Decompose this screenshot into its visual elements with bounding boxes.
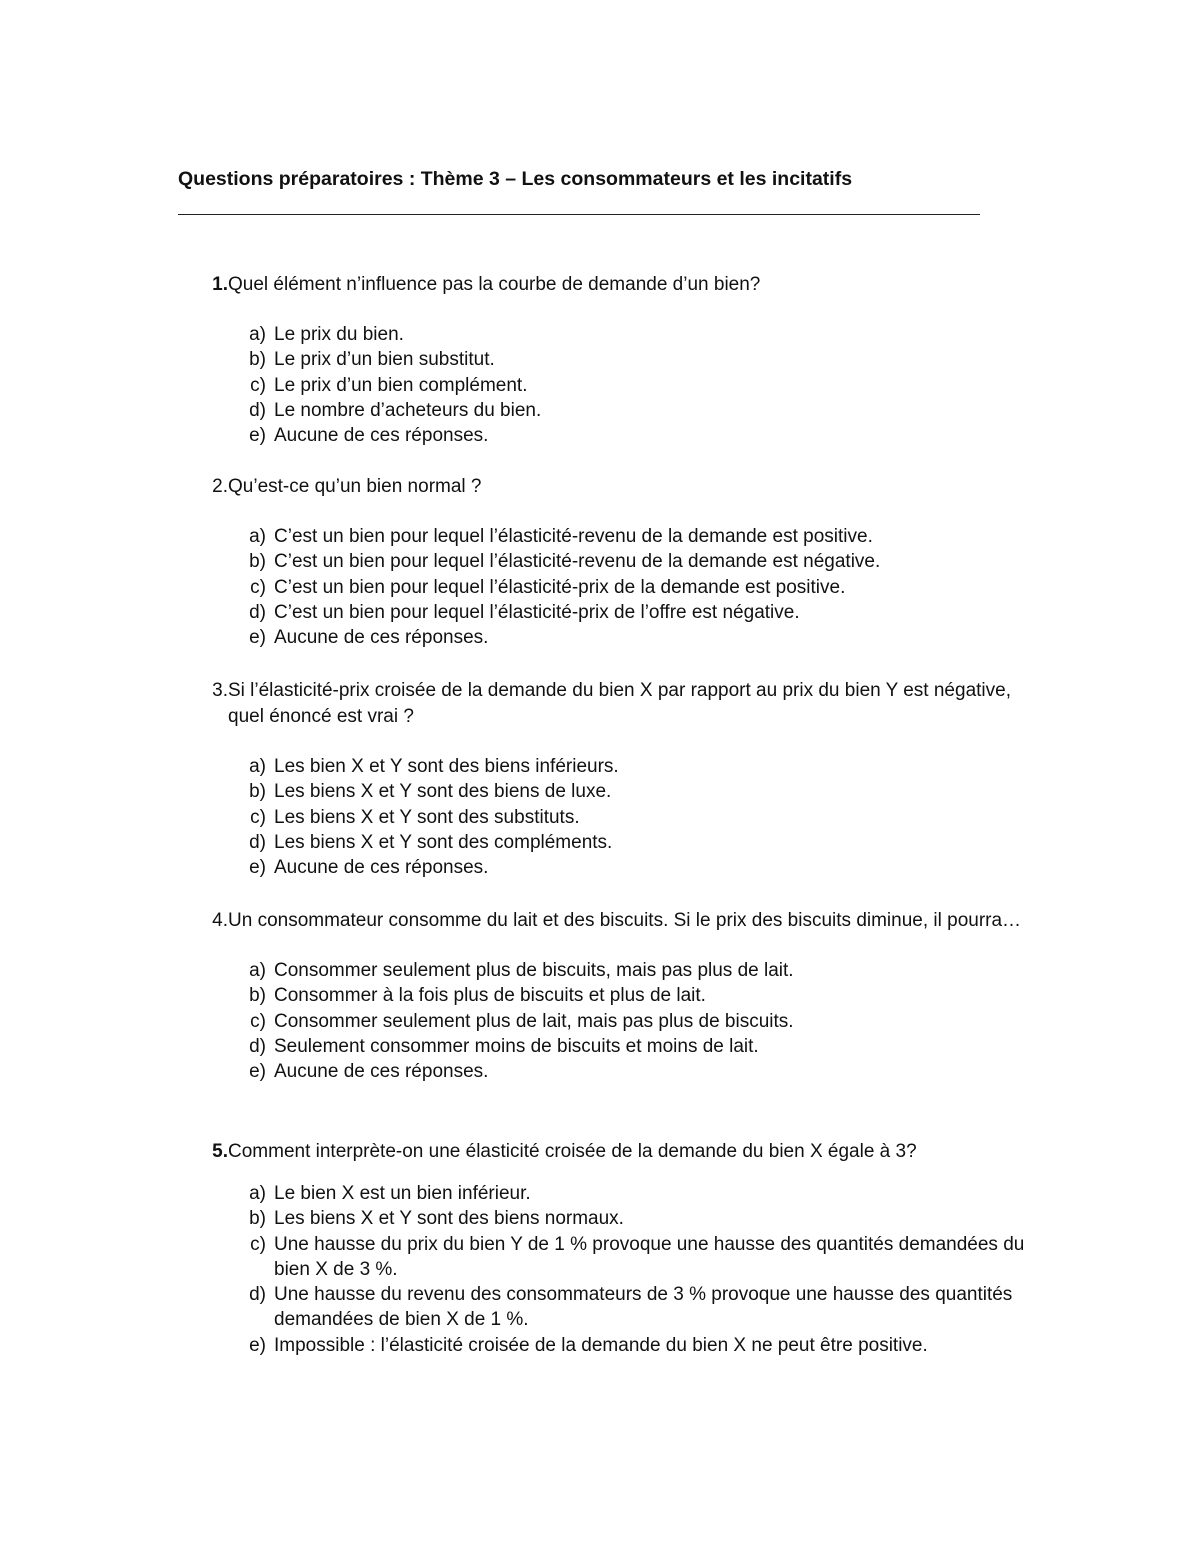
option-letter: c) bbox=[250, 806, 266, 828]
option-letter: e) bbox=[249, 425, 266, 447]
option-item bbox=[178, 347, 1038, 372]
question-number: 2. bbox=[212, 476, 228, 497]
option-letter: d) bbox=[249, 1035, 266, 1057]
option-item bbox=[178, 855, 1038, 880]
option-item bbox=[178, 625, 1038, 650]
option-text: Les biens X et Y sont des compléments. bbox=[274, 831, 613, 853]
option-text: Le bien X est un bien inférieur. bbox=[274, 1183, 531, 1204]
option-list bbox=[178, 322, 1038, 448]
document-title: Questions préparatoires : Thème 3 – Les consommateurs et les incitatifs bbox=[178, 168, 853, 190]
option-list bbox=[178, 524, 1038, 650]
option-item bbox=[178, 1206, 1038, 1231]
option-item bbox=[178, 600, 1038, 625]
option-item bbox=[178, 1009, 1038, 1034]
option-letter: a) bbox=[249, 756, 266, 777]
option-text: Une hausse du revenu des consommateurs de 3 % provoque une hausse des quantités demandées de bien X de 1 %. bbox=[274, 1284, 1013, 1331]
title-underline bbox=[178, 214, 980, 215]
option-letter: e) bbox=[249, 1061, 266, 1083]
option-item bbox=[178, 423, 1038, 448]
option-text: Impossible : l’élasticité croisée de la demande du bien X ne peut être positive. bbox=[274, 1334, 928, 1356]
option-letter: d) bbox=[249, 1284, 266, 1306]
option-letter: c) bbox=[250, 576, 266, 598]
option-letter: a) bbox=[249, 526, 266, 547]
option-letter: d) bbox=[249, 831, 266, 853]
question-number: 1. bbox=[212, 274, 228, 295]
option-item bbox=[178, 398, 1038, 423]
option-letter: b) bbox=[249, 985, 266, 1007]
option-list bbox=[178, 1181, 1038, 1358]
option-letter: b) bbox=[249, 781, 266, 803]
option-item bbox=[178, 983, 1038, 1008]
option-text: Le prix d’un bien complément. bbox=[274, 374, 528, 396]
option-letter: e) bbox=[249, 627, 266, 649]
option-text: C’est un bien pour lequel l’élasticité-revenu de la demande est négative. bbox=[274, 551, 881, 573]
option-text: Aucune de ces réponses. bbox=[274, 857, 489, 879]
option-list bbox=[178, 958, 1038, 1084]
option-text: Le prix d’un bien substitut. bbox=[274, 349, 495, 371]
option-letter: a) bbox=[249, 960, 266, 981]
option-text: Aucune de ces réponses. bbox=[274, 627, 489, 649]
option-item bbox=[178, 1282, 1038, 1333]
option-letter: b) bbox=[249, 349, 266, 371]
question-4 bbox=[178, 908, 1038, 1084]
option-item bbox=[178, 754, 1038, 779]
option-letter: d) bbox=[249, 601, 266, 623]
option-item bbox=[178, 779, 1038, 804]
option-item bbox=[178, 1333, 1038, 1358]
option-text: Consommer à la fois plus de biscuits et plus de lait. bbox=[274, 985, 706, 1007]
option-text: Une hausse du prix du bien Y de 1 % provoque une hausse des quantités demandées du bien X de 3 %. bbox=[274, 1233, 1025, 1280]
option-item bbox=[178, 830, 1038, 855]
option-letter: e) bbox=[249, 857, 266, 879]
question-text: Qu’est-ce qu’un bien normal ? bbox=[228, 476, 482, 497]
option-letter: c) bbox=[250, 374, 266, 396]
option-item bbox=[178, 1181, 1038, 1206]
option-letter: d) bbox=[249, 399, 266, 421]
option-item bbox=[178, 575, 1038, 600]
option-text: Les biens X et Y sont des biens normaux. bbox=[274, 1208, 624, 1230]
option-text: Le prix du bien. bbox=[274, 324, 404, 345]
question-text: Comment interprète-on une élasticité croisée de la demande du bien X égale à 3? bbox=[228, 1141, 917, 1162]
option-text: C’est un bien pour lequel l’élasticité-prix de la demande est positive. bbox=[274, 576, 846, 598]
option-letter: b) bbox=[249, 551, 266, 573]
option-letter: c) bbox=[250, 1010, 266, 1032]
question-2 bbox=[178, 474, 1038, 650]
option-item bbox=[178, 1232, 1038, 1283]
question-number: 5. bbox=[212, 1141, 228, 1162]
option-item bbox=[178, 958, 1038, 983]
option-text: Aucune de ces réponses. bbox=[274, 1061, 489, 1083]
question-text: Un consommateur consomme du lait et des biscuits. Si le prix des biscuits diminue, il pourra… bbox=[228, 910, 1022, 931]
option-letter: a) bbox=[249, 1183, 266, 1204]
option-item bbox=[178, 322, 1038, 347]
option-item bbox=[178, 805, 1038, 830]
option-text: Consommer seulement plus de lait, mais pas plus de biscuits. bbox=[274, 1010, 794, 1032]
option-text: Les biens X et Y sont des biens de luxe. bbox=[274, 781, 612, 803]
option-text: Aucune de ces réponses. bbox=[274, 425, 489, 447]
option-letter: e) bbox=[249, 1334, 266, 1356]
option-list bbox=[178, 754, 1038, 880]
question-3 bbox=[178, 678, 1038, 880]
question-text: Si l’élasticité-prix croisée de la demande du bien X par rapport au prix du bien Y est négative, quel énoncé est vrai ? bbox=[228, 680, 1011, 727]
option-item bbox=[178, 1059, 1038, 1084]
option-text: Les biens X et Y sont des substituts. bbox=[274, 806, 580, 828]
question-text: Quel élément n’influence pas la courbe de demande d’un bien? bbox=[228, 274, 761, 295]
option-item bbox=[178, 1034, 1038, 1059]
option-item bbox=[178, 373, 1038, 398]
option-text: Les bien X et Y sont des biens inférieurs. bbox=[274, 756, 619, 777]
option-letter: c) bbox=[250, 1233, 266, 1255]
option-text: Seulement consommer moins de biscuits et moins de lait. bbox=[274, 1035, 759, 1057]
question-5 bbox=[178, 1139, 1038, 1358]
option-item bbox=[178, 524, 1038, 549]
option-text: C’est un bien pour lequel l’élasticité-prix de l’offre est négative. bbox=[274, 601, 800, 623]
option-letter: b) bbox=[249, 1208, 266, 1230]
option-text: Consommer seulement plus de biscuits, mais pas plus de lait. bbox=[274, 960, 794, 981]
option-letter: a) bbox=[249, 324, 266, 345]
question-number: 4. bbox=[212, 910, 228, 931]
option-text: C’est un bien pour lequel l’élasticité-revenu de la demande est positive. bbox=[274, 526, 873, 547]
option-text: Le nombre d’acheteurs du bien. bbox=[274, 399, 542, 421]
question-number: 3. bbox=[212, 680, 228, 701]
question-1 bbox=[178, 272, 1038, 448]
option-item bbox=[178, 549, 1038, 574]
